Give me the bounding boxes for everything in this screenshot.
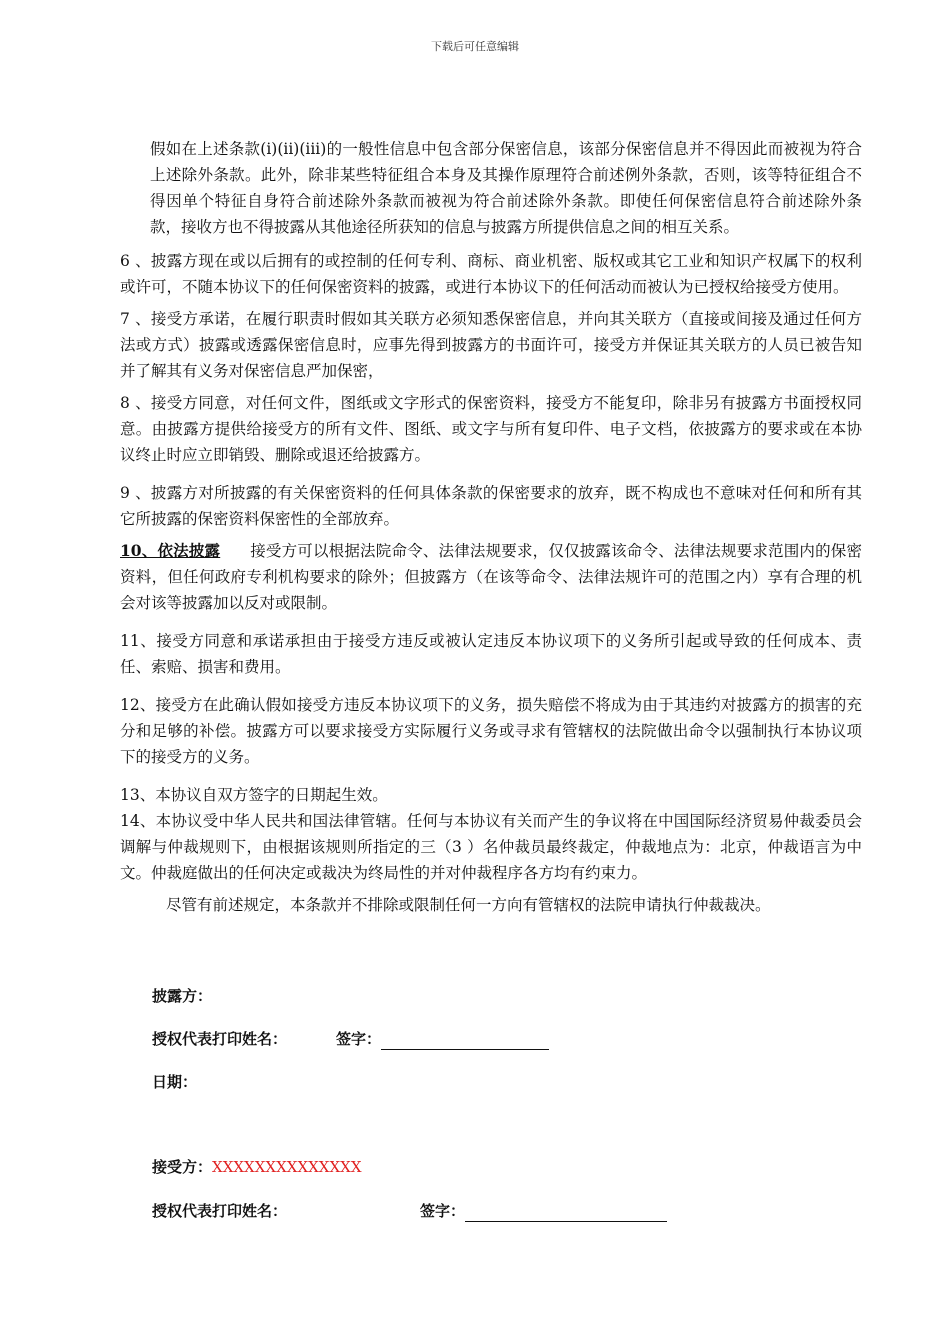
document-body (120, 136, 862, 918)
clause-10-heading: 10、依法披露 (120, 541, 221, 560)
discloser-label: 披露方： (152, 987, 213, 1005)
recipient-label: 接受方： (152, 1158, 213, 1176)
clause-10-body: 接受方可以根据法院命令、法律法规要求，仅仅披露该命令、法律法规要求范围内的保密资料，但任何政府专利机构要求的除外；但披露方（在该等命令、法律法规许可的范围之内）享有合理的机会对该等披露加以反对或限制。 (120, 542, 862, 612)
recipient-sign-row (420, 1200, 667, 1222)
clause-14: 14、本协议受中华人民共和国法律管辖。任何与本协议有关而产生的争议将在中国国际经济贸易仲裁委员会调解与仲裁规则下，由根据该规则所指定的三（3 ）名仲裁员最终裁定，仲裁地点为：北京，仲裁语言为中文。仲裁庭做出的任何决定或裁决为终局性的并对仲裁程序各方均有约束力。 (120, 812, 862, 882)
clause-10 (120, 538, 862, 616)
discloser-rep-name-row (152, 1028, 287, 1050)
discloser-signature-line[interactable] (381, 1033, 549, 1050)
page-header: 下载后可任意编辑 (431, 40, 519, 53)
discloser-sign-row (336, 1028, 549, 1050)
rep-name-label-2: 授权代表打印姓名： (152, 1202, 288, 1220)
clause-12: 12、接受方在此确认假如接受方违反本协议项下的义务，损失赔偿不将成为由于其违约对披露方的损害的充分和足够的补偿。披露方可以要求接受方实际履行义务或寻求有管辖权的法院做出命令以强制执行本协议项下的接受方的义务。 (120, 696, 862, 766)
clause-intro: 假如在上述条款(i)(ii)(iii)的一般性信息中包含部分保密信息，该部分保密信息并不得因此而被视为符合上述除外条款。此外，除非某些特征组合本身及其操作原理符合前述例外条款，否则，该等特征组合不得因单个特征自身符合前述除外条款而被视为符合前述除外条款。即使任何保密信息符合前述除外条款，接收方也不得披露从其他途径所获知的信息与披露方所提供信息之间的相互关系。 (150, 140, 862, 236)
recipient-value: XXXXXXXXXXXXXX (212, 1158, 362, 1176)
recipient-signature-line[interactable] (465, 1205, 667, 1222)
clause-13: 13、本协议自双方签字的日期起生效。 (120, 786, 388, 804)
sign-label: 签字： (336, 1030, 382, 1048)
recipient-row (152, 1156, 362, 1178)
clause-9: 9 、披露方对所披露的有关保密资料的任何具体条款的保密要求的放弃，既不构成也不意味对任何和所有其它所披露的保密资料保密性的全部放弃。 (120, 484, 862, 528)
clause-11: 11、接受方同意和承诺承担由于接受方违反或被认定违反本协议项下的义务所引起或导致的任何成本、责任、索赔、损害和费用。 (120, 632, 862, 676)
rep-name-label: 授权代表打印姓名： (152, 1030, 288, 1048)
sign-label-2: 签字： (420, 1202, 466, 1220)
recipient-rep-name-row (152, 1200, 287, 1222)
clause-7: 7 、接受方承诺，在履行职责时假如其关联方必须知悉保密信息，并向其关联方（直接或间接及通过任何方法或方式）披露或透露保密信息时，应事先得到披露方的书面许可，接受方并保证其关联方的人员已被告知并了解其有义务对保密信息严加保密， (120, 310, 862, 380)
clause-6: 6 、披露方现在或以后拥有的或控制的任何专利、商标、商业机密、版权或其它工业和知识产权属下的权利或许可，不随本协议下的任何保密资料的披露，或进行本协议下的任何活动而被认为已授权给接受方使用。 (120, 252, 862, 296)
clause-14-note: 尽管有前述规定，本条款并不排除或限制任何一方向有管辖权的法院申请执行仲裁裁决。 (166, 896, 771, 914)
date-label: 日期： (152, 1073, 198, 1091)
clause-8: 8 、接受方同意，对任何文件，图纸或文字形式的保密资料，接受方不能复印，除非另有披露方书面授权同意。由披露方提供给接受方的所有文件、图纸、或文字与所有复印件、电子文档，依披露方的要求或在本协议终止时应立即销毁、删除或退还给披露方。 (120, 394, 862, 464)
